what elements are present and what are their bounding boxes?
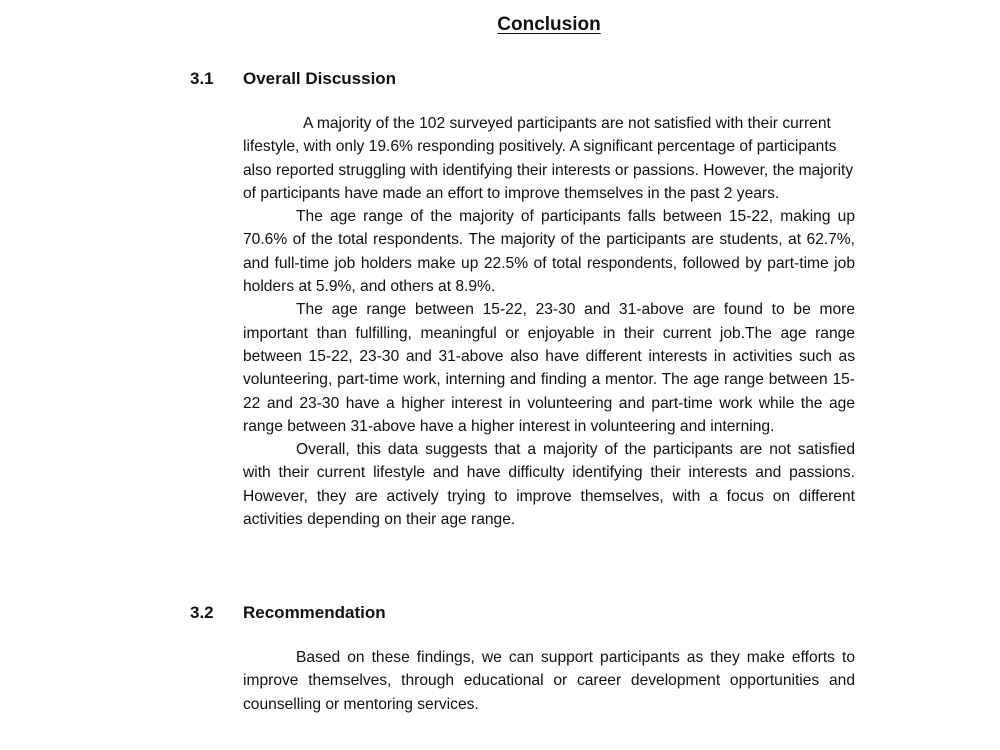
paragraph: A majority of the 102 surveyed participants are not satisfied with their current lifestyle, with only 19.6% responding positively. A significant percentage of participants also reported struggling with identifying their interests or passions. However, the majority of participants have made an effort to improve themselves in the past 2 years.: [243, 115, 854, 202]
section-body-overall-discussion: [243, 112, 855, 531]
paragraph: Based on these findings, we can support participants as they make efforts to improve themselves, through educational or career development opportunities and counselling or mentoring services.: [243, 649, 855, 713]
section-heading-recommendation: [190, 603, 386, 623]
paragraph: The age range between 15-22, 23-30 and 31-above are found to be more important than fulfilling, meaningful or enjoyable in their current job.The age range between 15-22, 23-30 and 31-above also have different interests in activities such as volunteering, part-time work, interning and finding a mentor. The age range between 15-22 and 23-30 have a higher interest in volunteering and part-time work while the age range between 31-above have a higher interest in volunteering and interning.: [243, 301, 855, 435]
section-title: Recommendation: [243, 603, 386, 622]
paragraph: Overall, this data suggests that a majority of the participants are not satisfied with their current lifestyle and have difficulty identifying their interests and passions. However, they are actively trying to improve themselves, with a focus on different activities depending on their age range.: [243, 441, 855, 529]
paragraph: The age range of the majority of participants falls between 15-22, making up 70.6% of the total respondents. The majority of the participants are students, at 62.7%, and full-time job holders make up 22.5% of total respondents, followed by part-time job holders at 5.9%, and others at 8.9%.: [243, 208, 855, 296]
section-number: 3.1: [190, 69, 214, 88]
page-title: Conclusion: [497, 14, 601, 35]
section-title: Overall Discussion: [243, 69, 397, 88]
section-body-recommendation: [243, 646, 855, 716]
section-number: 3.2: [190, 603, 214, 622]
section-heading-overall-discussion: [190, 69, 396, 89]
